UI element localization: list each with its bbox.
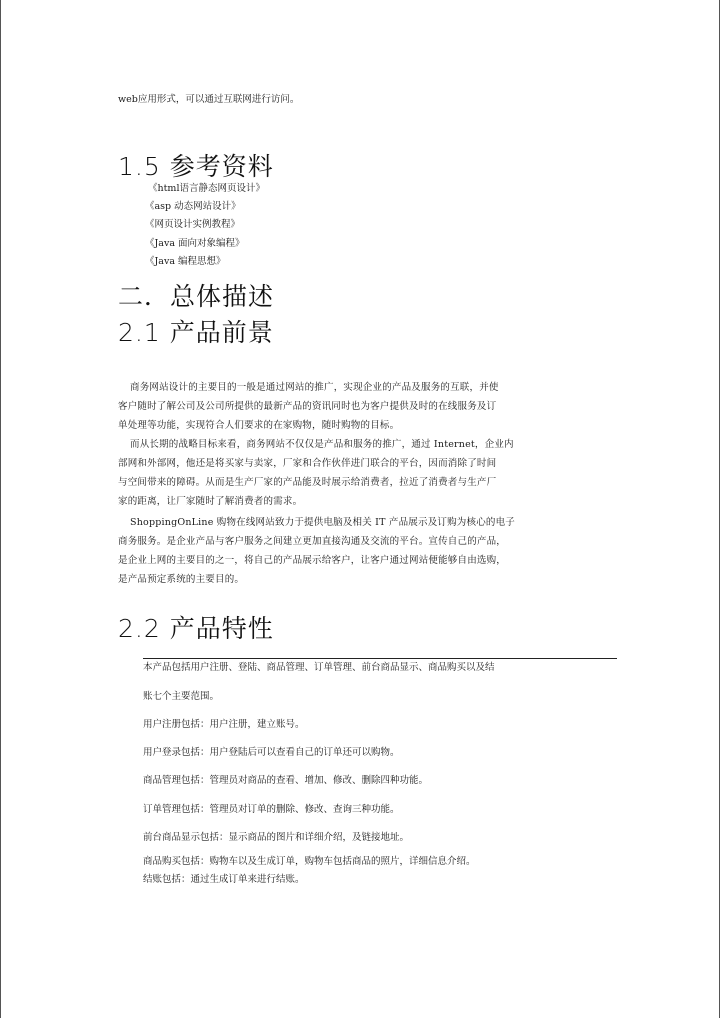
- page-left-border: [0, 0, 1, 1018]
- reference-item: 《asp 动态网站设计》: [145, 201, 241, 212]
- paragraph-line: ShoppingOnLine 购物在线网站致力于提供电脑及相关 IT 产品展示及订购为核心的电子: [130, 517, 515, 528]
- feature-item: 商品管理包括：管理员对商品的查看、增加、修改、删除四种功能。: [143, 775, 429, 786]
- paragraph-line: 是产品预定系统的主要目的。: [118, 574, 245, 585]
- paragraph-line: 是企业上网的主要目的之一，将自己的产品展示给客户，让客户通过网站便能够自由选购，: [118, 555, 507, 566]
- chapter-2-heading: 二．总体描述: [118, 282, 275, 311]
- paragraph-line: 部网和外部网，他还是将买家与卖家，厂家和合作伙伴进门联合的平台，因而消除了时间: [118, 458, 497, 469]
- paragraph-line: 单处理等功能，实现符合人们要求的在家购物，随时购物的目标。: [118, 420, 400, 431]
- section-1-5-heading: 1.5 参考资料: [118, 152, 274, 181]
- feature-item: 用户登录包括：用户登陆后可以查看自己的订单还可以购物。: [143, 747, 400, 758]
- feature-item: 结账包括：通过生成订单来进行结账。: [143, 874, 305, 885]
- reference-item: 《Java 面向对象编程》: [145, 238, 245, 249]
- reference-item: 《html语言静态网页设计》: [148, 183, 265, 194]
- reference-item: 《Java 编程思想》: [145, 256, 226, 267]
- feature-item: 商品购买包括：购物车以及生成订单，购物车包括商品的照片，详细信息介绍。: [143, 856, 476, 867]
- intro-line: web应用形式，可以通过互联网进行访问。: [118, 94, 300, 105]
- feature-item: 本产品包括用户注册、登陆、商品管理、订单管理、前台商品显示、商品购买以及结: [143, 662, 495, 673]
- paragraph-line: 商务服务。是企业产品与客户服务之间建立更加直接沟通及交流的平台。宣传自己的产品，: [118, 536, 507, 547]
- feature-item: 账七个主要范围。: [143, 691, 220, 702]
- section-2-2-heading: 2.2 产品特性: [118, 614, 274, 643]
- paragraph-line: 与空间带来的障碍。从而是生产厂家的产品能及时展示给消费者，拉近了消费者与生产厂: [118, 477, 497, 488]
- reference-item: 《网页设计实例教程》: [145, 219, 241, 230]
- paragraph-line: 家的距离，让厂家随时了解消费者的需求。: [118, 496, 303, 507]
- feature-item: 用户注册包括：用户注册，建立账号。: [143, 719, 305, 730]
- feature-item: 订单管理包括：管理员对订单的删除、修改、查询三种功能。: [143, 804, 400, 815]
- paragraph-line: 客户随时了解公司及公司所提供的最新产品的资讯同时也为客户提供及时的在线服务及订: [118, 401, 497, 412]
- paragraph-line: 而从长期的战略目标来看，商务网站不仅仅是产品和服务的推广，通过 Internet，企业内: [130, 439, 514, 450]
- paragraph-line: 商务网站设计的主要目的一般是通过网站的推广，实现企业的产品及服务的互联，并使: [130, 382, 499, 393]
- section-2-1-heading: 2.1 产品前景: [118, 318, 274, 347]
- feature-item: 前台商品显示包括：显示商品的图片和详细介绍，及链接地址。: [143, 832, 410, 843]
